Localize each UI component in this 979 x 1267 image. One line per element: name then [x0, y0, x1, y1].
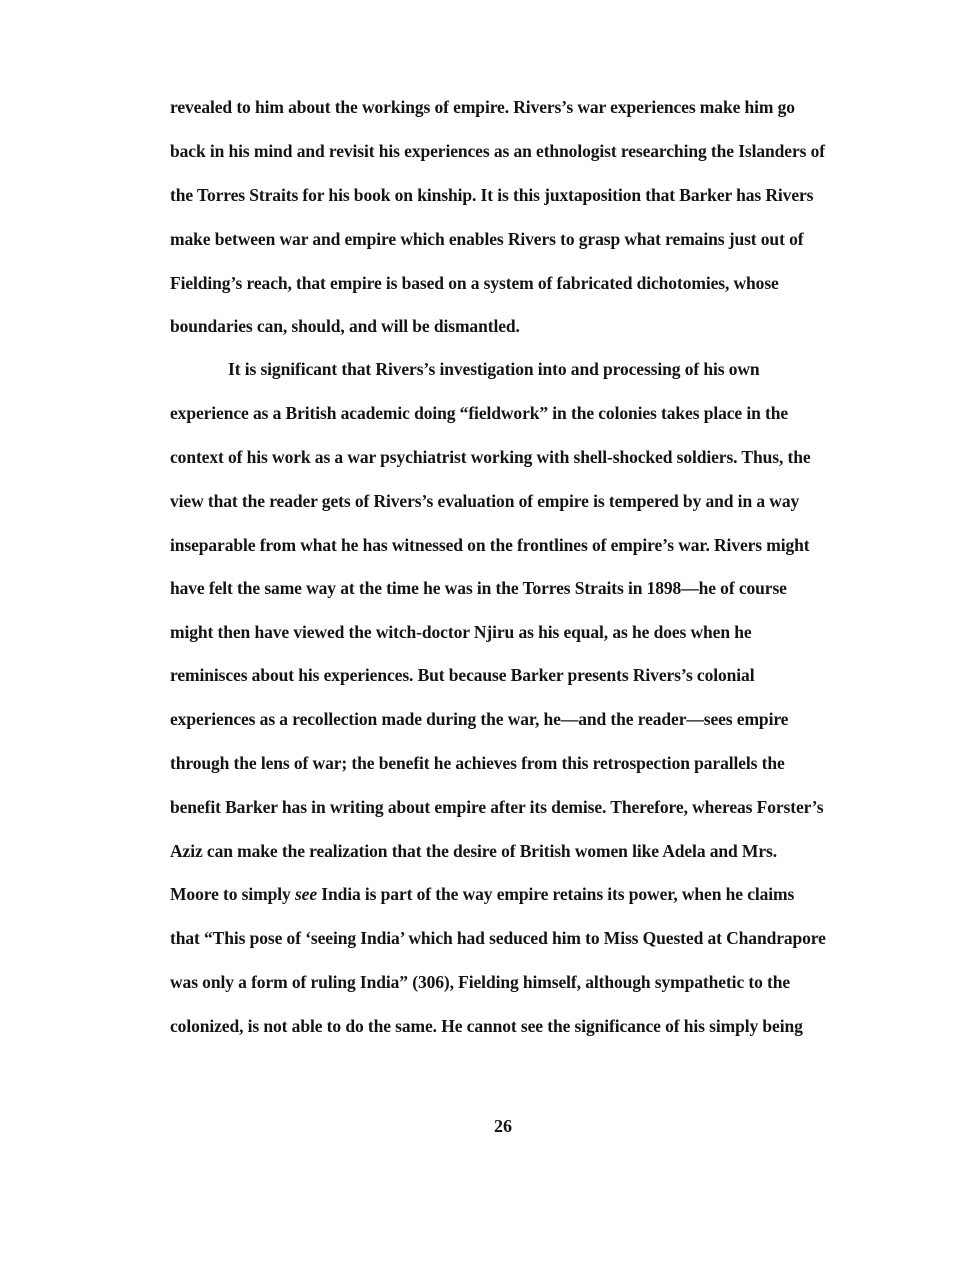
text-line: was only a form of ruling India” (306), Fielding himself, although sympathetic to the: [170, 972, 791, 992]
text-line: reminisces about his experiences. But because Barker presents Rivers’s colonial: [170, 665, 755, 685]
text-line: back in his mind and revisit his experiences as an ethnologist researching the Islanders of: [170, 141, 825, 161]
text-line: that “This pose of ‘seeing India’ which had seduced him to Miss Quested at Chandrapore: [170, 928, 826, 948]
paragraph-first-line: It is significant that Rivers’s investigation into and processing of his own: [228, 359, 760, 379]
text-line: experiences as a recollection made during the war, he—and the reader—sees empire: [170, 709, 789, 729]
text-line-with-emphasis: [170, 884, 794, 904]
text-line: might then have viewed the witch-doctor Njiru as his equal, as he does when he: [170, 622, 752, 642]
text-line: Fielding’s reach, that empire is based on a system of fabricated dichotomies, whose: [170, 273, 779, 293]
text-line: view that the reader gets of Rivers’s evaluation of empire is tempered by and in a way: [170, 491, 800, 511]
italic-emphasis: see: [294, 884, 317, 904]
text-line: have felt the same way at the time he was in the Torres Straits in 1898—he of course: [170, 578, 787, 598]
text-line: Aziz can make the realization that the desire of British women like Adela and Mrs.: [170, 841, 778, 861]
text-segment: India is part of the way empire retains its power, when he claims: [316, 884, 795, 904]
text-line: context of his work as a war psychiatrist working with shell-shocked soldiers. Thus, the: [170, 447, 811, 467]
page-number: 26: [494, 1116, 512, 1136]
text-line: inseparable from what he has witnessed on the frontlines of empire’s war. Rivers might: [170, 535, 810, 555]
text-line: benefit Barker has in writing about empire after its demise. Therefore, whereas Forster’s: [170, 797, 824, 817]
text-line: experience as a British academic doing “fieldwork” in the colonies takes place in the: [170, 403, 789, 423]
text-line: boundaries can, should, and will be dismantled.: [170, 316, 520, 336]
text-line: through the lens of war; the benefit he achieves from this retrospection parallels the: [170, 753, 785, 773]
text-line: colonized, is not able to do the same. He cannot see the significance of his simply being: [170, 1016, 803, 1036]
text-line: make between war and empire which enables Rivers to grasp what remains just out of: [170, 229, 804, 249]
text-line: revealed to him about the workings of empire. Rivers’s war experiences make him go: [170, 97, 795, 117]
text-line: the Torres Straits for his book on kinship. It is this juxtaposition that Barker has Rivers: [170, 185, 814, 205]
text-segment: Moore to simply: [170, 884, 295, 904]
